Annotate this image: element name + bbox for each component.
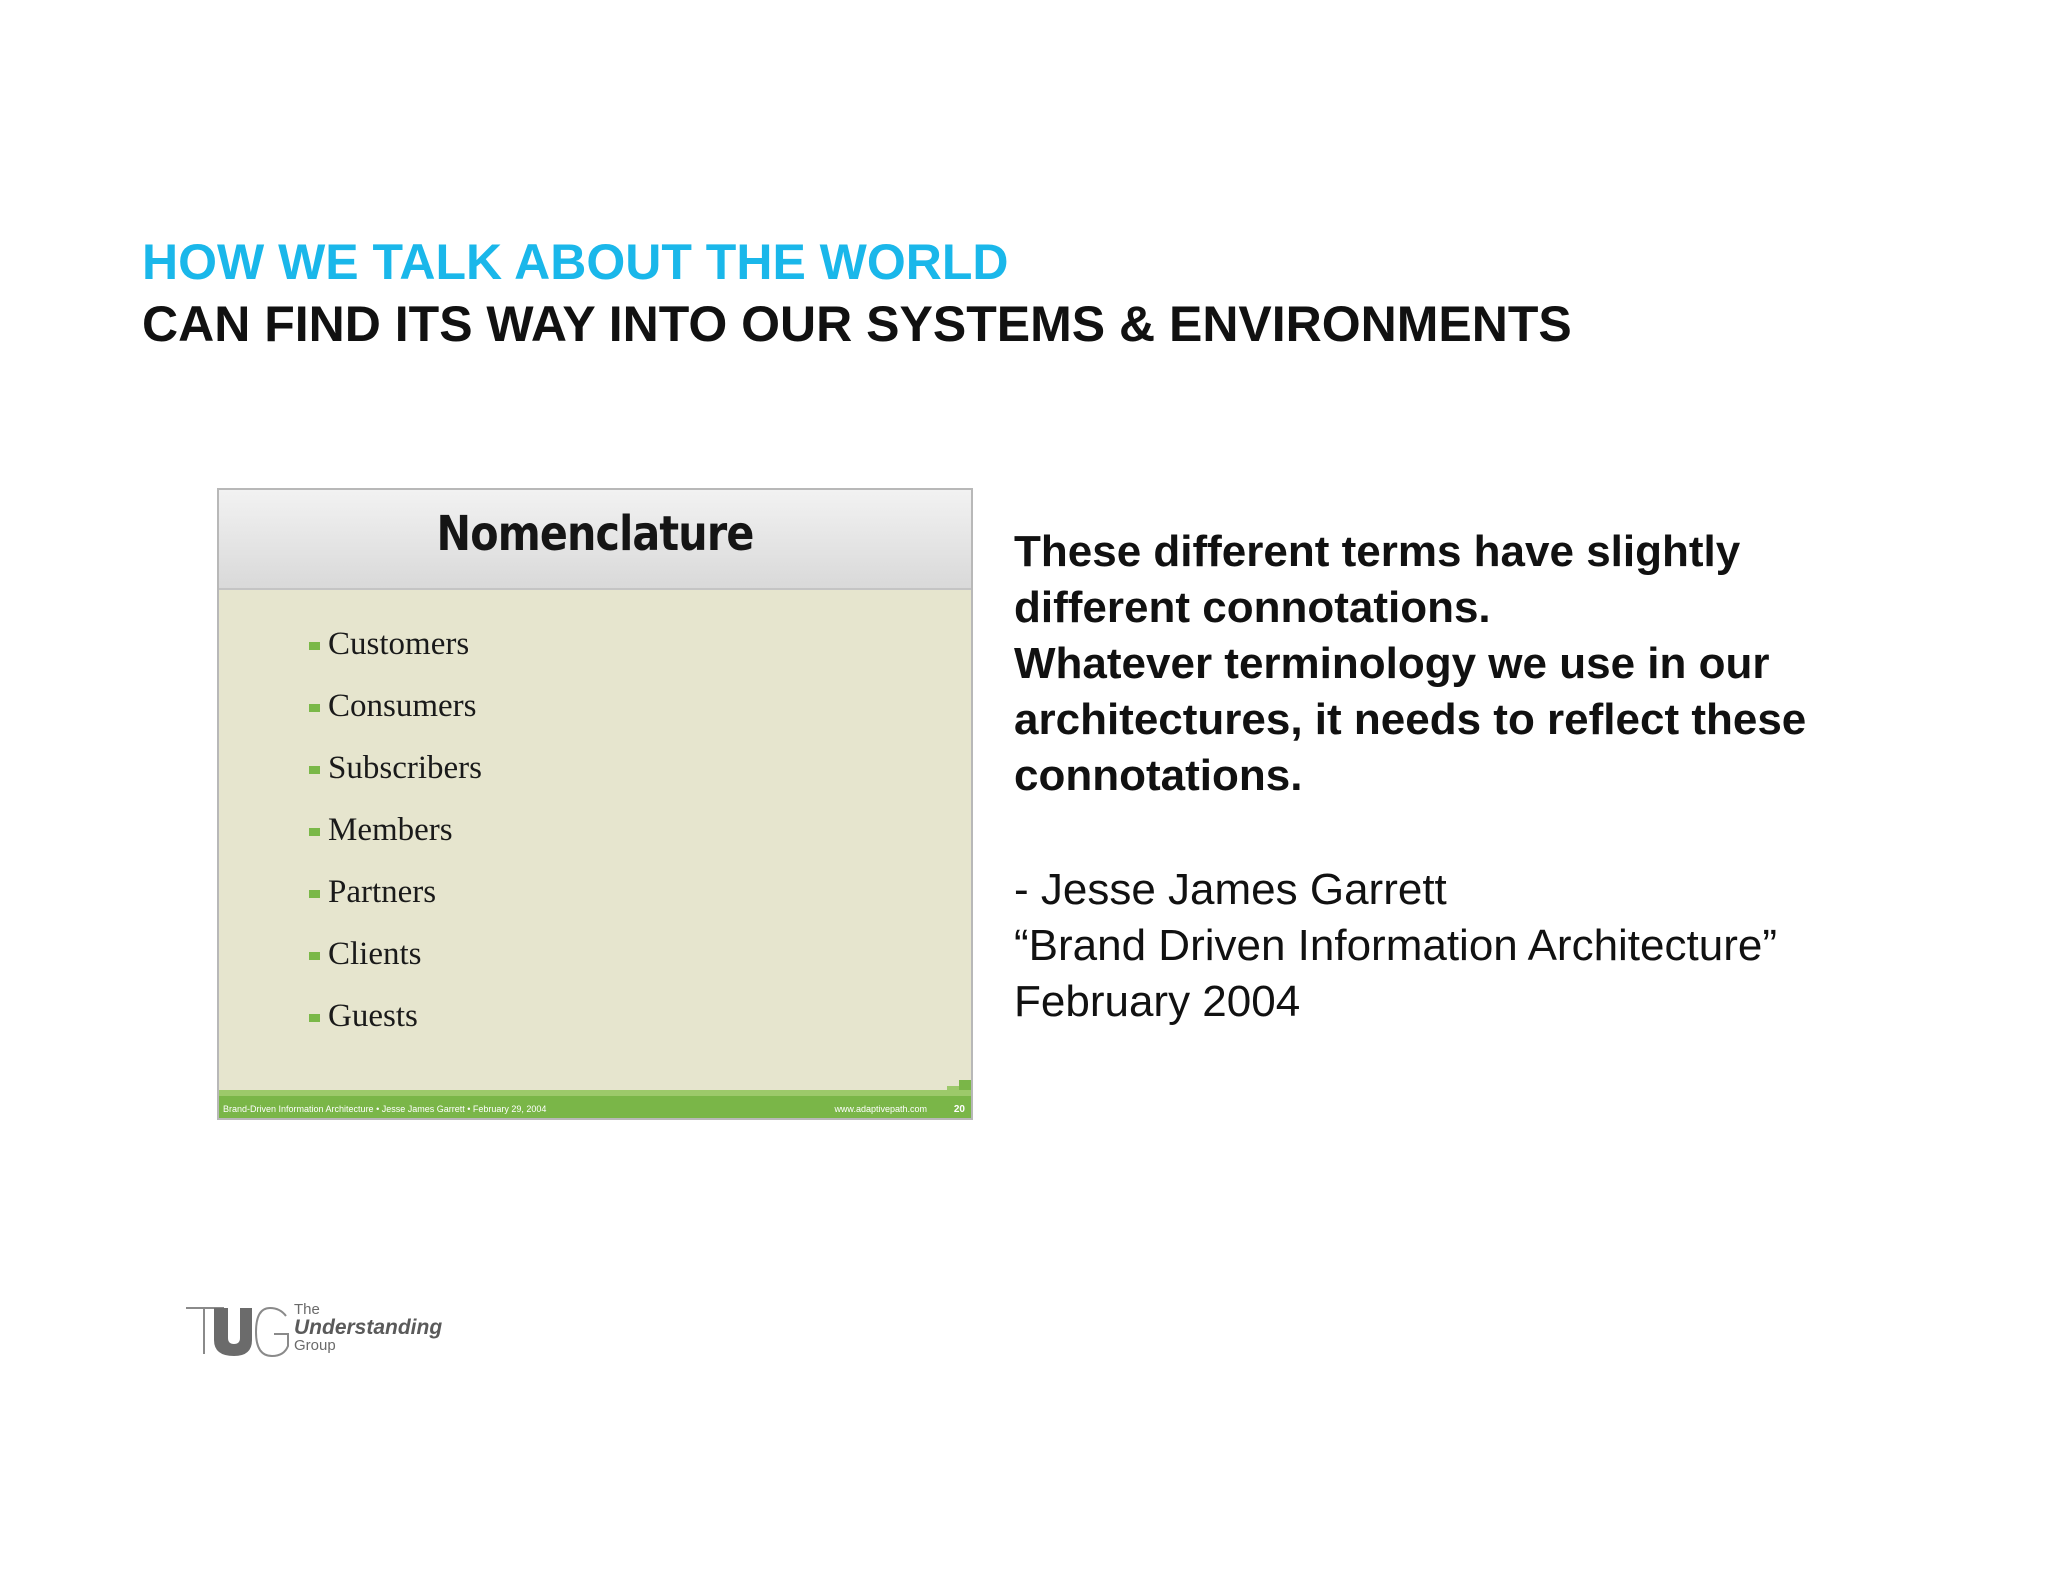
bullet-icon [309, 890, 320, 898]
logo-text-understanding: Understanding [294, 1316, 443, 1339]
heading-line-2: CAN FIND ITS WAY INTO OUR SYSTEMS & ENVIRONMENTS [142, 296, 1572, 352]
slide-title: Nomenclature [436, 506, 754, 562]
slide-footer-credit: Brand-Driven Information Architecture • Jesse James Garrett • February 29, 2004 [223, 1104, 547, 1114]
bullet-icon [309, 1014, 320, 1022]
company-logo [184, 1302, 444, 1358]
attribution-work: “Brand Driven Information Architecture” [1014, 921, 1777, 970]
bullet-icon [309, 704, 320, 712]
bullet-icon [309, 828, 320, 836]
list-item [309, 934, 482, 996]
quote-block [1014, 524, 1914, 804]
bullet-icon [309, 952, 320, 960]
list-item-label: Clients [328, 936, 422, 972]
list-item [309, 872, 482, 934]
list-item [309, 810, 482, 872]
list-item [309, 996, 482, 1058]
list-item [309, 624, 482, 686]
quote-line: architectures, it needs to reflect these [1014, 695, 1807, 744]
logo-text-group: Group [294, 1337, 336, 1354]
list-item [309, 686, 482, 748]
slide-page-number: 20 [953, 1104, 965, 1115]
list-item-label: Subscribers [328, 750, 482, 786]
attribution-author: - Jesse James Garrett [1014, 865, 1447, 914]
quote-line: connotations. [1014, 751, 1303, 800]
list-item-label: Guests [328, 998, 418, 1034]
slide-footer-url: www.adaptivepath.com [834, 1104, 927, 1114]
list-item-label: Partners [328, 874, 437, 910]
list-item [309, 748, 482, 810]
quote-line: different connotations. [1014, 583, 1491, 632]
attribution-date: February 2004 [1014, 977, 1301, 1026]
slide-term-list [309, 624, 482, 1058]
slide-header [219, 490, 971, 590]
logo-text-the: The [294, 1301, 320, 1318]
list-item-label: Consumers [328, 688, 477, 724]
slide-footer [219, 1096, 971, 1118]
quote-line: These different terms have slightly [1014, 527, 1741, 576]
embedded-slide-image [217, 488, 973, 1120]
bullet-icon [309, 642, 320, 650]
footer-step-decoration [959, 1080, 971, 1090]
list-item-label: Members [328, 812, 453, 848]
bullet-icon [309, 766, 320, 774]
quote-line: Whatever terminology we use in our [1014, 639, 1770, 688]
list-item-label: Customers [328, 626, 470, 662]
attribution-block [1014, 862, 1777, 1030]
heading-line-1: HOW WE TALK ABOUT THE WORLD [142, 234, 1009, 290]
tug-logo-icon [184, 1302, 294, 1358]
